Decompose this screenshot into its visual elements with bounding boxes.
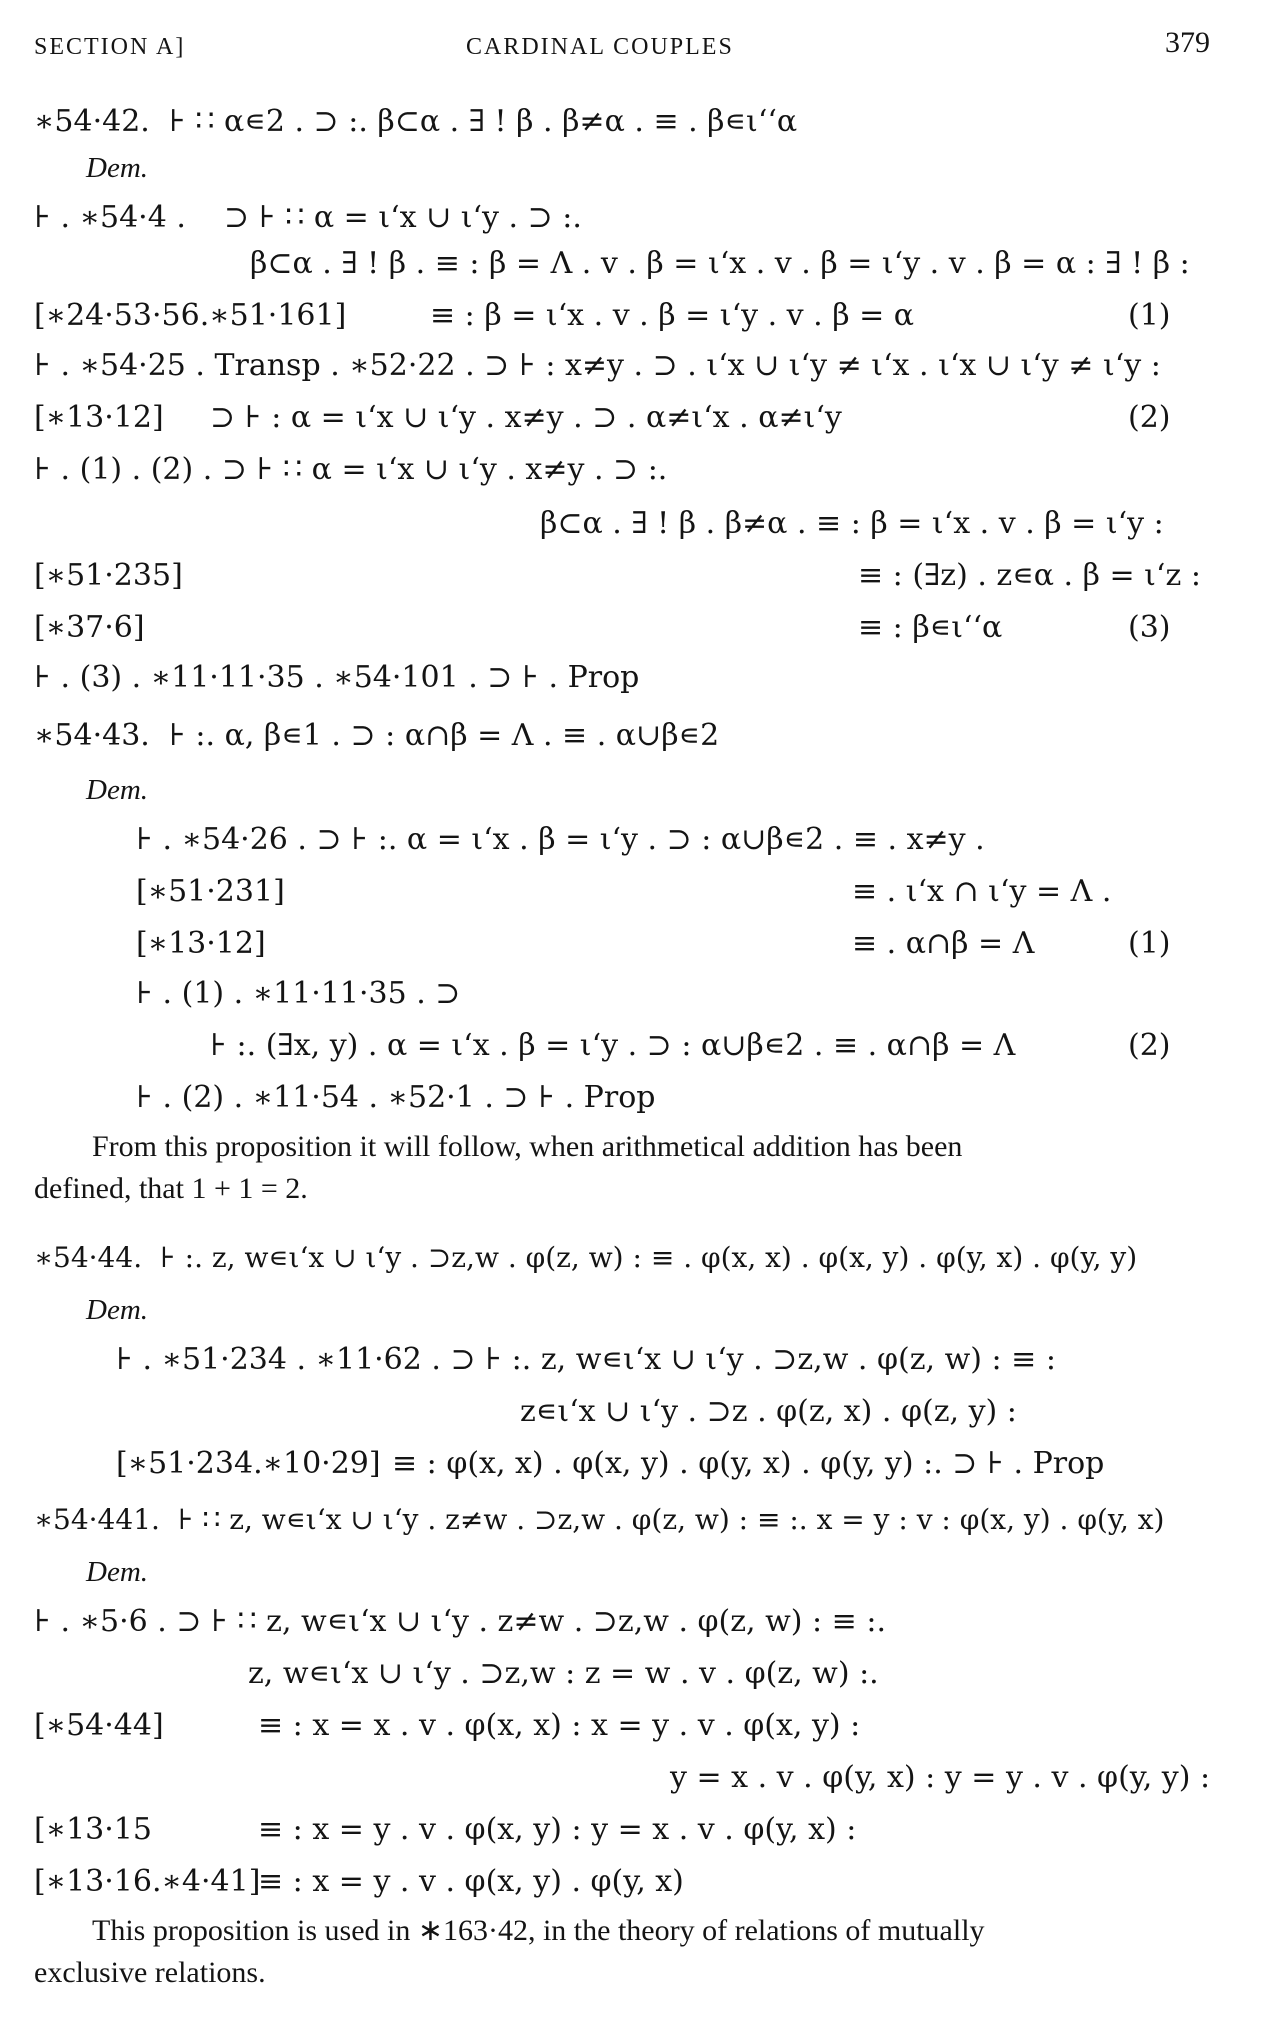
proposition-54-441-head: ∗54·441. ⊦ ∷ z, w∊ι‘x ∪ ι‘y . z≠w . ⊃z,w . φ(z, w) : ≡ :. x = y : v : φ(x, y) . φ(y, x) — [34, 1503, 1165, 1536]
proof-line: ⊃ ⊦ : α = ι‘x ∪ ι‘y . x≠y . ⊃ . α≠ι‘x . α≠ι‘y — [210, 400, 842, 435]
proof-line: ≡ : x = y . v . φ(x, y) : y = x . v . φ(y, x) : — [258, 1812, 857, 1847]
proposition-54-42-head: ∗54·42. ⊦ ∷ α∊2 . ⊃ :. β⊂α . ∃ ! β . β≠α . ≡ . β∊ι‘‘α — [34, 104, 798, 139]
citation: [∗51·235] — [34, 558, 183, 593]
proof-line: ≡ : φ(x, x) . φ(x, y) . φ(y, x) . φ(y, y) :. ⊃ ⊦ . Prop — [392, 1446, 1105, 1481]
citation: [∗54·44] — [34, 1708, 164, 1743]
citation: [∗13·12] — [136, 926, 266, 961]
proof-line: ≡ : β = ι‘x . v . β = ι‘y . v . β = α — [430, 298, 915, 333]
prose-line: defined, that 1 + 1 = 2. — [34, 1172, 308, 1205]
proof-line: ⊦ :. (∃x, y) . α = ι‘x . β = ι‘y . ⊃ : α∪β∊2 . ≡ . α∩β = Λ — [210, 1028, 1016, 1063]
page-number: 379 — [1165, 26, 1210, 59]
proposition-54-44-head: ∗54·44. ⊦ :. z, w∊ι‘x ∪ ι‘y . ⊃z,w . φ(z, w) : ≡ . φ(x, x) . φ(x, y) . φ(y, x) . φ(y, y) — [34, 1241, 1138, 1274]
equation-number: (2) — [1128, 1028, 1171, 1063]
dem-label: Dem. — [86, 152, 149, 184]
citation: [∗13·15 — [34, 1812, 152, 1847]
citation: [∗37·6] — [34, 610, 145, 645]
prose-line: This proposition is used in ∗163·42, in the theory of relations of mutually — [92, 1914, 985, 1947]
proof-line: ≡ : x = y . v . φ(x, y) . φ(y, x) — [258, 1864, 684, 1899]
proof-line: y = x . v . φ(y, x) : y = y . v . φ(y, y) : — [670, 1760, 1211, 1795]
proof-line: β⊂α . ∃ ! β . β≠α . ≡ : β = ι‘x . v . β = ι‘y : — [540, 506, 1164, 541]
dem-label: Dem. — [86, 1556, 149, 1588]
proof-line: ⊦ . (2) . ∗11·54 . ∗52·1 . ⊃ ⊦ . Prop — [136, 1080, 656, 1115]
proof-line: ≡ : x = x . v . φ(x, x) : x = y . v . φ(x, y) : — [258, 1708, 861, 1743]
proof-line: ⊦ . ∗54·4 . ⊃ ⊦ ∷ α = ι‘x ∪ ι‘y . ⊃ :. — [34, 200, 582, 235]
citation: [∗13·16.∗4·41] — [34, 1864, 261, 1899]
prose-paragraph — [34, 1910, 1239, 1994]
proof-line: ≡ : (∃z) . z∊α . β = ι‘z : — [858, 558, 1201, 593]
citation: [∗51·231] — [136, 874, 285, 909]
proof-line: ⊦ . ∗54·26 . ⊃ ⊦ :. α = ι‘x . β = ι‘y . ⊃ : α∪β∊2 . ≡ . x≠y . — [136, 822, 985, 857]
dem-label: Dem. — [86, 774, 149, 806]
prose-line: exclusive relations. — [34, 1956, 266, 1989]
proof-line: ⊦ . ∗51·234 . ∗11·62 . ⊃ ⊦ :. z, w∊ι‘x ∪ ι‘y . ⊃z,w . φ(z, w) : ≡ : — [116, 1342, 1056, 1377]
proof-line: ⊦ . (1) . (2) . ⊃ ⊦ ∷ α = ι‘x ∪ ι‘y . x≠y . ⊃ :. — [34, 452, 668, 487]
proof-line: ≡ . ι‘x ∩ ι‘y = Λ . — [852, 874, 1112, 909]
dem-label: Dem. — [86, 1294, 149, 1326]
proof-line: ⊦ . ∗5·6 . ⊃ ⊦ ∷ z, w∊ι‘x ∪ ι‘y . z≠w . ⊃z,w . φ(z, w) : ≡ :. — [34, 1604, 886, 1639]
proof-line: ≡ : β∊ι‘‘α — [858, 610, 1003, 645]
prose-line: From this proposition it will follow, when arithmetical addition has been — [92, 1130, 963, 1163]
citation: [∗51·234.∗10·29] — [116, 1446, 381, 1481]
equation-number: (1) — [1128, 926, 1171, 961]
equation-number: (3) — [1128, 610, 1171, 645]
proof-line: z∊ι‘x ∪ ι‘y . ⊃z . φ(z, x) . φ(z, y) : — [520, 1394, 1017, 1429]
section-label: SECTION A] — [34, 34, 186, 60]
proof-line: ⊦ . (1) . ∗11·11·35 . ⊃ — [136, 976, 461, 1011]
equation-number: (2) — [1128, 400, 1171, 435]
proof-line: ⊦ . (3) . ∗11·11·35 . ∗54·101 . ⊃ ⊦ . Prop — [34, 660, 640, 695]
running-title: CARDINAL COUPLES — [466, 34, 734, 60]
proof-line: z, w∊ι‘x ∪ ι‘y . ⊃z,w : z = w . v . φ(z, w) :. — [248, 1656, 879, 1691]
equation-number: (1) — [1128, 298, 1171, 333]
proof-line: ⊦ . ∗54·25 . Transp . ∗52·22 . ⊃ ⊦ : x≠y . ⊃ . ι‘x ∪ ι‘y ≠ ι‘x . ι‘x ∪ ι‘y ≠ ι‘y : — [34, 348, 1161, 383]
proposition-54-43-head: ∗54·43. ⊦ :. α, β∊1 . ⊃ : α∩β = Λ . ≡ . α∪β∊2 — [34, 718, 720, 753]
citation: [∗13·12] — [34, 400, 164, 435]
proof-line: β⊂α . ∃ ! β . ≡ : β = Λ . v . β = ι‘x . v . β = ι‘y . v . β = α : ∃ ! β : — [250, 246, 1190, 281]
prose-paragraph — [34, 1126, 1239, 1210]
proof-line: ≡ . α∩β = Λ — [852, 926, 1035, 961]
citation: [∗24·53·56.∗51·161] — [34, 298, 347, 333]
